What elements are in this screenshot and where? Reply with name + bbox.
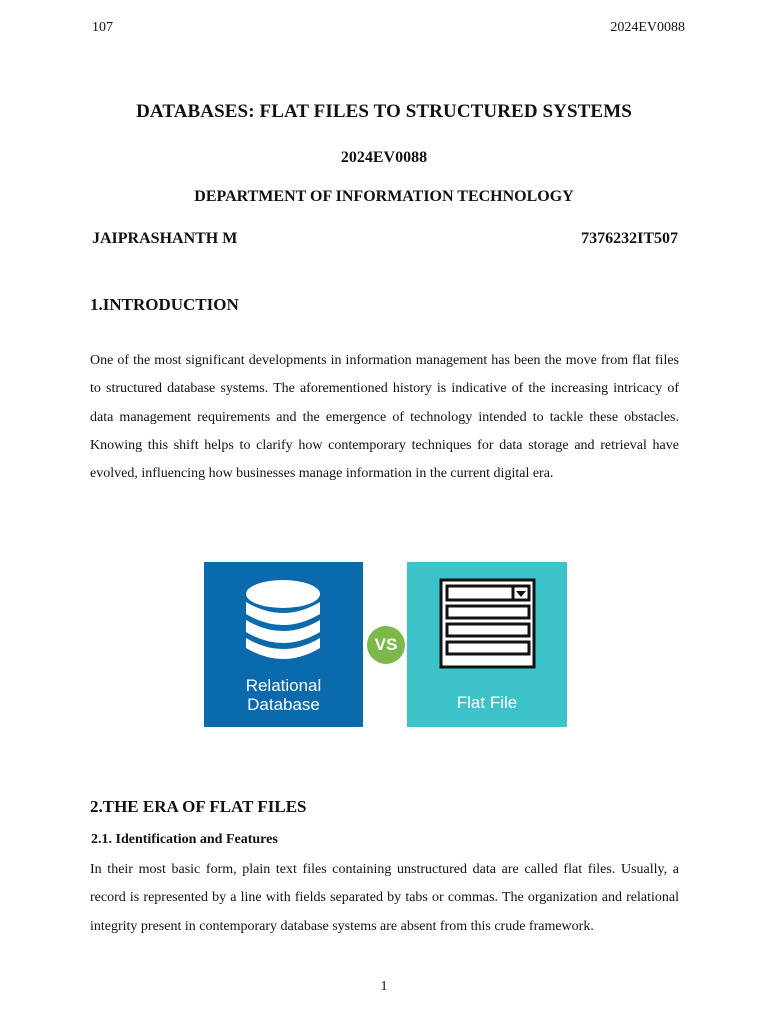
section-heading-flat-files: 2.THE ERA OF FLAT FILES (90, 797, 307, 816)
roll-number: 7376232IT507 (581, 230, 678, 247)
header-page-number: 107 (92, 20, 113, 35)
vs-badge: VS (367, 626, 405, 664)
flat-file-label: Flat File (456, 693, 518, 712)
relational-label-line2: Database (247, 695, 320, 714)
relational-database-panel (204, 562, 363, 727)
flat-files-paragraph: In their most basic form, plain text files containing unstructured data are called flat files. Usually, a record is represented by a line with fields separated by tabs or commas. The organization and relational integrity present in contemporary database systems are absent from this crude framework. (90, 862, 679, 934)
author-name: JAIPRASHANTH M (92, 230, 238, 247)
relational-label-line1: Relational (245, 676, 322, 695)
comparison-figure (204, 562, 567, 727)
paper-title: DATABASES: FLAT FILES TO STRUCTURED SYSTEMS (136, 101, 632, 122)
introduction-paragraph: One of the most significant developments in information management has been the move from flat files to structured database systems. The aforementioned history is indicative of the increasing intricacy of data management requirements and the emergence of technology intended to tackle these obstacles. Knowing this shift helps to clarify how contemporary techniques for data storage and retrieval have evolved, influencing how businesses manage information in the current digital era. (90, 353, 679, 482)
flat-file-panel (407, 562, 567, 727)
department-name: DEPARTMENT OF INFORMATION TECHNOLOGY (194, 188, 574, 205)
footer-page-number: 1 (380, 979, 388, 994)
database-icon (204, 562, 363, 672)
header-doc-id: 2024EV0088 (610, 20, 685, 35)
flat-file-form-icon (407, 562, 567, 672)
section-heading-introduction: 1.INTRODUCTION (90, 295, 239, 314)
subsection-heading: 2.1. Identification and Features (91, 832, 278, 847)
registration-number: 2024EV0088 (340, 149, 428, 166)
